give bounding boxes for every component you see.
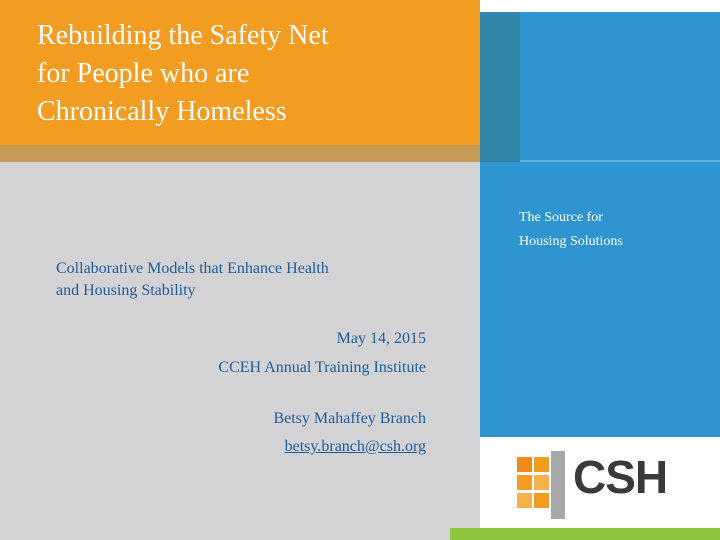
presenter-name: Betsy Mahaffey Branch <box>273 410 426 427</box>
accent-stripe <box>0 145 480 162</box>
event-name: CCEH Annual Training Institute <box>218 359 426 376</box>
csh-logo-mark-icon <box>517 451 569 519</box>
csh-logo-text: CSH <box>573 451 668 503</box>
title-line-2: for People who are <box>37 58 250 89</box>
blue-top-edge <box>480 0 720 12</box>
event-date: May 14, 2015 <box>336 330 426 347</box>
footer-green-bar <box>450 528 720 540</box>
tagline-line-2: Housing Solutions <box>519 234 623 249</box>
brand-panel-overlap <box>480 12 520 162</box>
content-panel <box>0 162 480 540</box>
presenter-email-link[interactable]: betsy.branch@csh.org <box>284 438 426 455</box>
title-line-1: Rebuilding the Safety Net <box>37 20 329 51</box>
title-block <box>0 0 520 145</box>
title-line-3: Chronically Homeless <box>37 96 287 127</box>
subtitle-line-2: and Housing Stability <box>56 282 196 299</box>
tagline-line-1: The Source for <box>519 210 603 225</box>
subtitle-line-1: Collaborative Models that Enhance Health <box>56 260 329 277</box>
brand-divider <box>520 160 720 162</box>
